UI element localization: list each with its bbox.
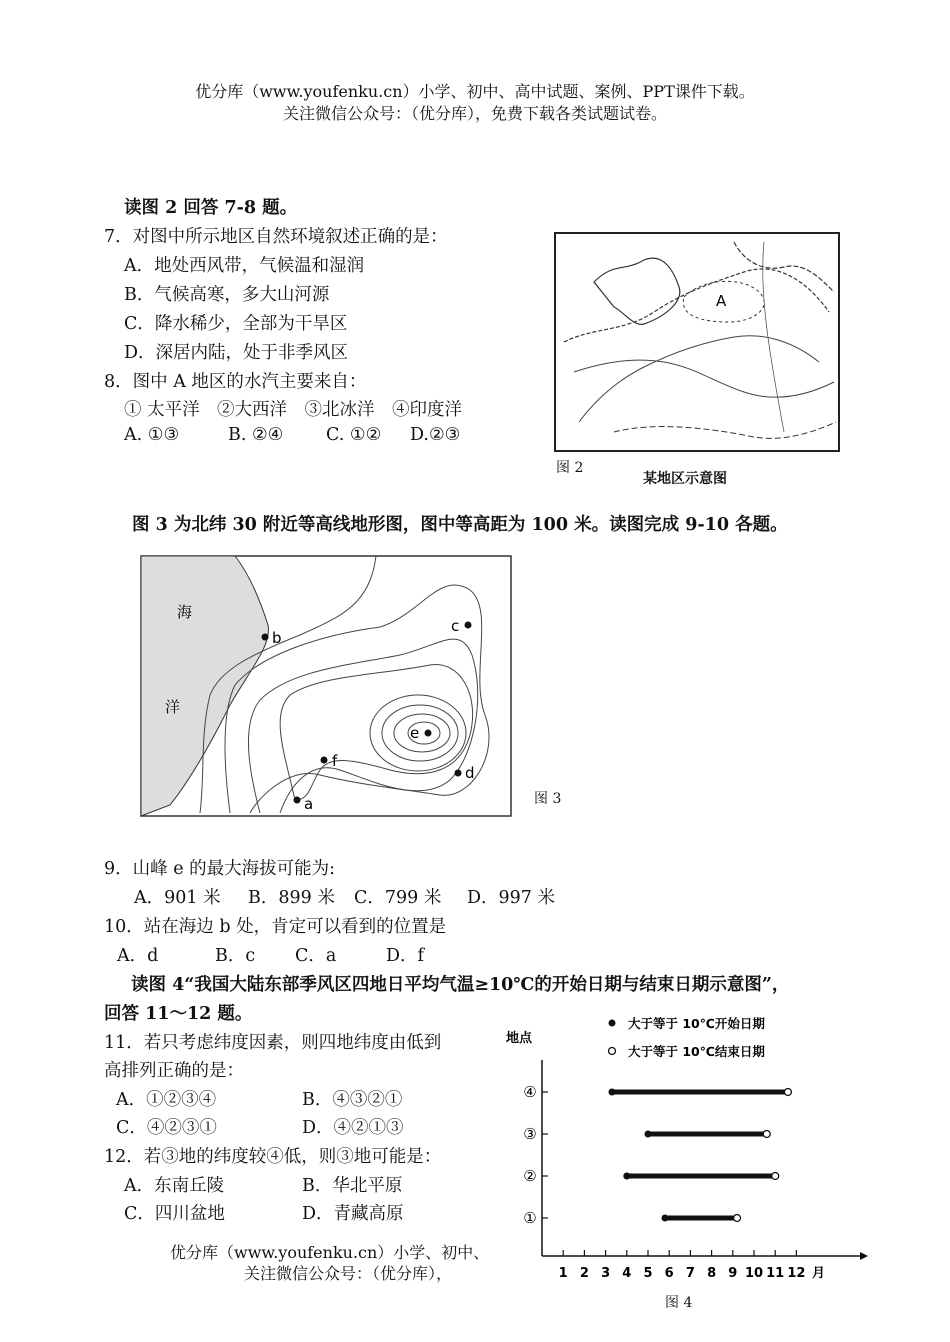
y-tick-label: ④ bbox=[523, 1083, 537, 1101]
chart-xlabel: 月 bbox=[812, 1266, 826, 1281]
end-date-point bbox=[772, 1173, 779, 1180]
x-tick-label: 11 bbox=[766, 1266, 785, 1281]
x-tick-label: 2 bbox=[579, 1266, 589, 1281]
legend-start-marker bbox=[609, 1020, 616, 1027]
section3-intro-line1: 读图 4“我国大陆东部季风区四地日平均气温≥10℃的开始日期与结束日期示意图”， bbox=[131, 975, 790, 995]
point-b-label: b bbox=[272, 629, 282, 647]
figure-3-contour-map bbox=[140, 555, 512, 817]
header-line-2: 关注微信公众号：（优分库），免费下载各类试题试卷。 bbox=[282, 104, 667, 123]
q7-option-b: B．气候高寒，多大山河源 bbox=[124, 285, 330, 305]
start-date-point bbox=[661, 1215, 668, 1222]
q10-stem: 10．站在海边 b 处，肯定可以看到的位置是 bbox=[104, 917, 447, 937]
q11-stem-line2: 高排列正确的是： bbox=[104, 1061, 244, 1081]
fig2-label: 图 2 bbox=[556, 460, 584, 476]
q9-option-b: B．899 米 bbox=[248, 888, 335, 908]
start-date-point bbox=[645, 1131, 652, 1138]
x-tick-label: 6 bbox=[664, 1266, 674, 1281]
footer-line-2: 关注微信公众号：（优分库）， bbox=[244, 1264, 453, 1283]
q8-stem: 8．图中 A 地区的水汽主要来自： bbox=[104, 372, 367, 392]
q11-option-b: B．④③②① bbox=[302, 1090, 403, 1110]
x-tick-label: 8 bbox=[707, 1266, 717, 1281]
q8-option-d: D.②③ bbox=[410, 425, 461, 445]
x-tick-label: 7 bbox=[685, 1266, 695, 1281]
fig3-label: 图 3 bbox=[534, 791, 562, 807]
end-date-point bbox=[784, 1089, 791, 1096]
y-tick-label: ② bbox=[523, 1167, 537, 1185]
q10-option-c: C．a bbox=[295, 946, 337, 966]
x-tick-label: 10 bbox=[744, 1266, 764, 1281]
q12-option-d: D．青藏高原 bbox=[302, 1204, 404, 1224]
q7-stem: 7．对图中所示地区自然环境叙述正确的是： bbox=[104, 227, 448, 247]
section1-intro: 读图 2 回答 7-8 题。 bbox=[124, 198, 298, 218]
q11-option-d: D．④②①③ bbox=[302, 1118, 404, 1138]
x-tick-label: 4 bbox=[622, 1266, 632, 1281]
figure-2-map bbox=[554, 232, 840, 452]
figure-4-chart bbox=[500, 1010, 870, 1290]
legend-start-label: 大于等于 10℃开始日期 bbox=[628, 1016, 765, 1031]
x-tick-label: 3 bbox=[601, 1266, 611, 1281]
point-e-label: e bbox=[410, 724, 420, 742]
point-d-label: d bbox=[465, 764, 475, 782]
chart-ylabel: 地点 bbox=[506, 1031, 533, 1046]
q10-option-b: B．c bbox=[215, 946, 256, 966]
q8-choices: ① 太平洋 ②大西洋 ③北冰洋 ④印度洋 bbox=[124, 400, 463, 420]
x-tick-label: 5 bbox=[643, 1266, 653, 1281]
q10-option-d: D．f bbox=[386, 946, 425, 966]
start-date-point bbox=[608, 1089, 615, 1096]
point-a-label: a bbox=[304, 795, 314, 813]
q9-option-a: A．901 米 bbox=[134, 888, 221, 908]
q12-stem: 12．若③地的纬度较④低，则③地可能是： bbox=[104, 1147, 442, 1167]
x-tick-label: 9 bbox=[728, 1266, 738, 1281]
sea-label-1: 海 bbox=[177, 603, 193, 621]
sea-label-2: 洋 bbox=[165, 698, 181, 716]
fig2-title: 某地区示意图 bbox=[643, 471, 727, 487]
y-tick-label: ① bbox=[523, 1209, 537, 1227]
q11-stem-line1: 11．若只考虑纬度因素，则四地纬度由低到 bbox=[104, 1033, 442, 1053]
point-f-label: f bbox=[332, 752, 338, 770]
q10-option-a: A．d bbox=[117, 946, 159, 966]
header-line-1: 优分库（www.youfenku.cn）小学、初中、高中试题、案例、PPT课件下载。 bbox=[195, 82, 755, 101]
section3-intro-line2: 回答 11～12 题。 bbox=[104, 1004, 253, 1024]
q7-option-d: D．深居内陆，处于非季风区 bbox=[124, 343, 349, 363]
x-tick-label: 12 bbox=[787, 1266, 806, 1281]
q11-option-c: C．④②③① bbox=[116, 1118, 217, 1138]
q11-option-a: A．①②③④ bbox=[116, 1090, 217, 1110]
map-marker-a: A bbox=[716, 292, 727, 310]
legend-end-label: 大于等于 10℃结束日期 bbox=[628, 1044, 765, 1059]
x-axis-arrow bbox=[860, 1252, 868, 1260]
y-tick-label: ③ bbox=[523, 1125, 537, 1143]
q7-option-a: A．地处西风带，气候温和湿润 bbox=[124, 256, 365, 276]
section2-intro: 图 3 为北纬 30 附近等高线地形图，图中等高距为 100 米。读图完成 9-10 各题。 bbox=[132, 515, 788, 535]
q8-option-c: C. ①② bbox=[326, 425, 382, 445]
point-c-label: c bbox=[451, 617, 460, 635]
legend-end-marker bbox=[609, 1048, 616, 1055]
start-date-point bbox=[623, 1173, 630, 1180]
q9-option-c: C．799 米 bbox=[354, 888, 442, 908]
q8-option-b: B. ②④ bbox=[228, 425, 284, 445]
q8-option-a: A. ①③ bbox=[124, 425, 180, 445]
end-date-point bbox=[763, 1131, 770, 1138]
q12-option-a: A．东南丘陵 bbox=[124, 1176, 225, 1196]
q9-stem: 9．山峰 e 的最大海拔可能为: bbox=[104, 859, 336, 879]
fig4-label: 图 4 bbox=[665, 1295, 693, 1311]
q12-option-b: B．华北平原 bbox=[302, 1176, 403, 1196]
q9-option-d: D．997 米 bbox=[467, 888, 555, 908]
x-tick-label: 1 bbox=[558, 1266, 568, 1281]
end-date-point bbox=[734, 1215, 741, 1222]
footer-line-1: 优分库（www.youfenku.cn）小学、初中、 bbox=[170, 1243, 490, 1262]
q7-option-c: C．降水稀少，全部为干旱区 bbox=[124, 314, 348, 334]
q12-option-c: C．四川盆地 bbox=[124, 1204, 225, 1224]
